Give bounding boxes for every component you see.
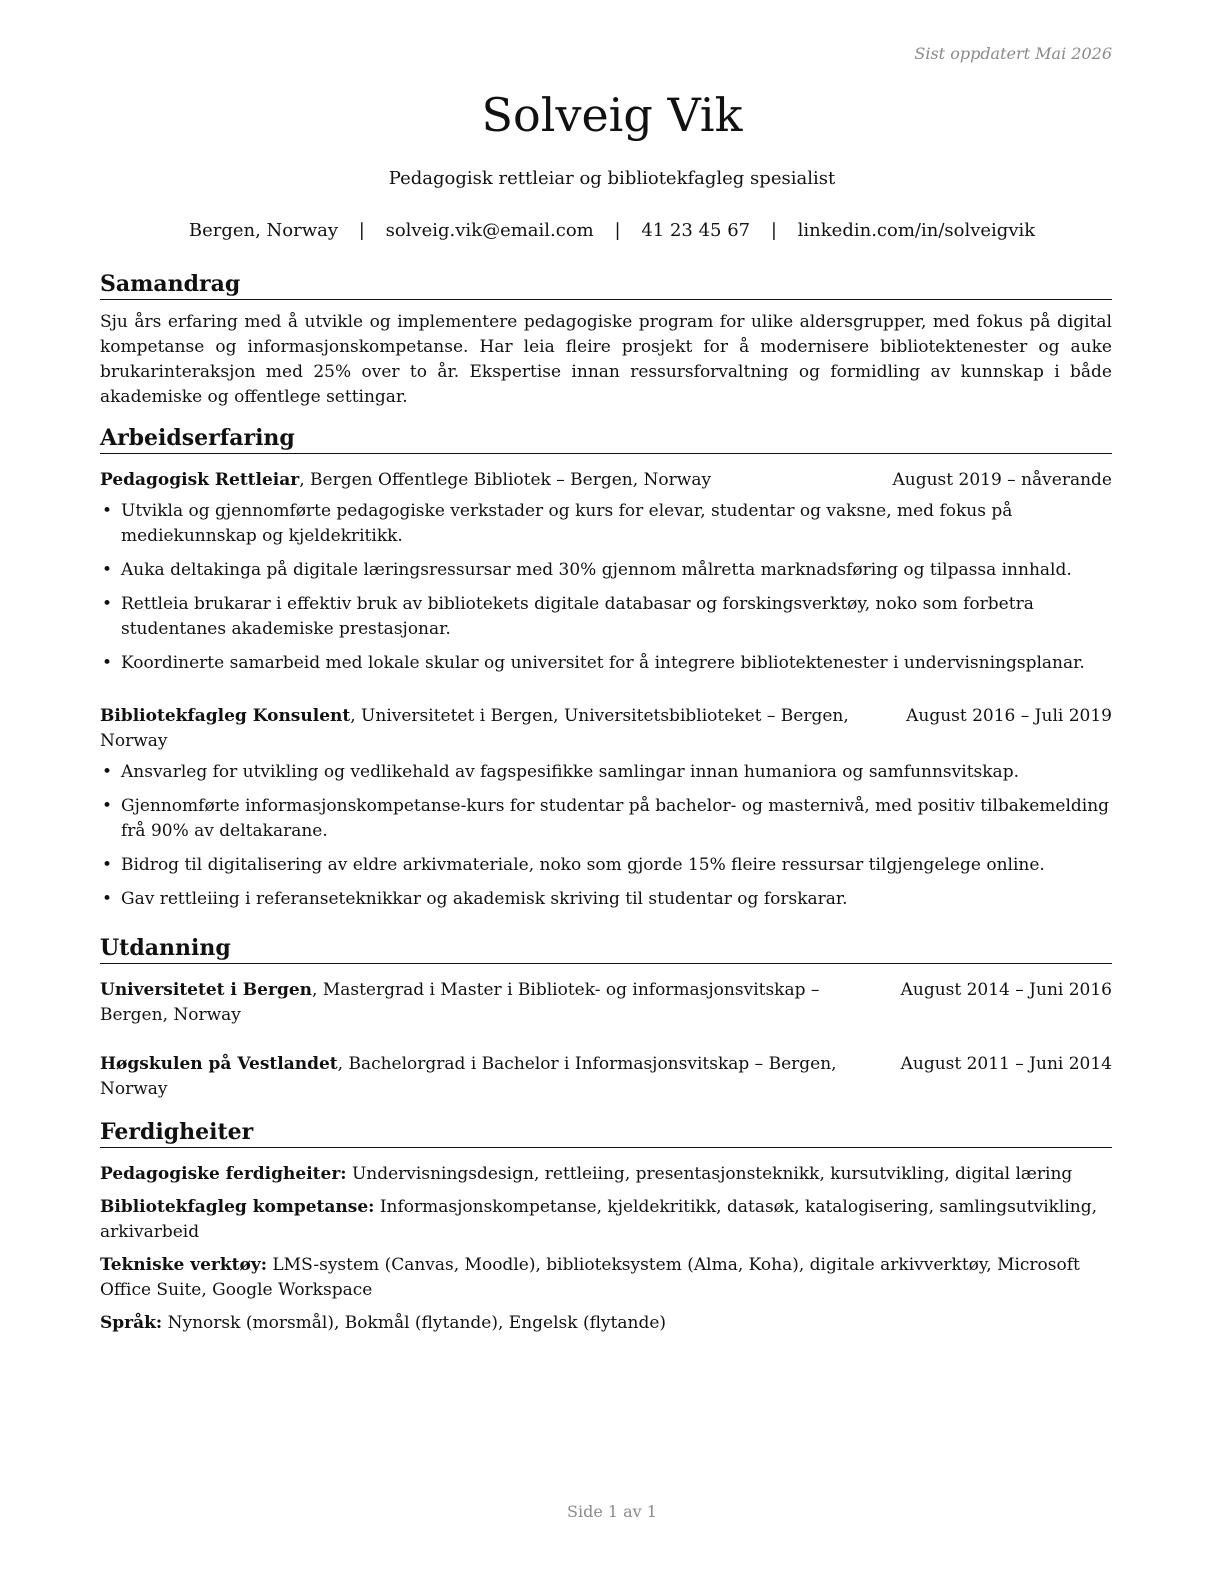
job-dates: August 2019 – nåverande (892, 470, 1112, 490)
education-line (100, 978, 901, 1028)
contact-phone: 41 23 45 67 (641, 220, 751, 241)
section-title-summary: Samandrag (100, 270, 1112, 300)
job-entry (100, 704, 1112, 912)
job-bullets (100, 760, 1112, 912)
contact-separator: | (770, 220, 777, 241)
job-role: Pedagogisk Rettleiar (100, 470, 300, 490)
page-number: Side 1 av 1 (567, 1502, 657, 1521)
candidate-name: Solveig Vik (481, 88, 743, 142)
education-line (100, 1052, 901, 1102)
section-title-education: Utdanning (100, 934, 1112, 964)
education-section (100, 934, 1112, 1102)
contact-linkedin[interactable]: linkedin.com/in/solveigvik (797, 220, 1036, 241)
education-entry (100, 978, 1112, 1028)
section-title-experience: Arbeidserfaring (100, 424, 1112, 454)
job-title-line (100, 468, 893, 493)
skill-item (100, 1195, 1112, 1245)
summary-text: Sju års erfaring med å utvikle og implementere pedagogiske program for ulike aldersgrupper, med fokus på digital kompetanse og informasjonskompetanse. Har leia fleire prosjekt for å modernisere bibliotektenester og auke brukarinteraksjon med 25% over to år. Ekspertise innan ressursforvaltning og formidling av kunnskap i både akademiske og offentlege settingar. (100, 312, 1112, 407)
job-bullet: • Gjennomførte informasjonskompetanse-kurs for studentar på bachelor- og masternivå, med positiv tilbakemelding frå 90% av deltakarane. (100, 794, 1112, 844)
skill-value: Nynorsk (morsmål), Bokmål (flytande), Engelsk (flytande) (162, 1313, 667, 1333)
skill-value: Informasjonskompetanse, kjeldekritikk, datasøk, katalogisering, samlingsutvikling, arkivarbeid (100, 1197, 1098, 1242)
contact-line (0, 220, 1224, 241)
skills-section (100, 1118, 1112, 1336)
skill-item (100, 1311, 1112, 1336)
job-dates: August 2016 – Juli 2019 (906, 706, 1112, 726)
job-bullet: • Koordinerte samarbeid med lokale skular og universitet for å integrere bibliotektenester i undervisningsplanar. (100, 651, 1112, 676)
skill-label: Tekniske verktøy: (100, 1255, 267, 1275)
skill-value: Undervisningsdesign, rettleiing, presentasjonsteknikk, kursutvikling, digital læring (346, 1164, 1073, 1184)
education-school: Universitetet i Bergen (100, 980, 313, 1000)
skill-label: Språk: (100, 1313, 163, 1333)
education-school: Høgskulen på Vestlandet (100, 1054, 338, 1074)
skill-value: LMS-system (Canvas, Moodle), biblioteksystem (Alma, Koha), digitale arkivverktøy, Microsoft Office Suite, Google Workspace (100, 1255, 1080, 1300)
last-updated: Sist oppdatert Mai 2026 (914, 44, 1112, 63)
job-bullet: • Rettleia brukarar i effektiv bruk av bibliotekets digitale databasar og forskingsverktøy, noko som forbetra studentanes akademiske prestasjonar. (100, 592, 1112, 642)
job-header (100, 704, 1112, 754)
job-title-line (100, 704, 906, 754)
education-detail: , Mastergrad i Master i Bibliotek- og informasjonsvitskap – Bergen, Norway (100, 980, 820, 1025)
education-entry (100, 1052, 1112, 1102)
job-bullet: • Utvikla og gjennomførte pedagogiske verkstader og kurs for elevar, studentar og vaksne, med fokus på mediekunnskap og kjeldekritikk. (100, 499, 1112, 549)
contact-separator: | (358, 220, 365, 241)
job-bullets (100, 499, 1112, 676)
job-entry (100, 468, 1112, 676)
job-employer: , Universitetet i Bergen, Universitetsbiblioteket – Bergen, Norway (100, 706, 849, 751)
section-title-skills: Ferdigheiter (100, 1118, 1112, 1148)
contact-email[interactable]: solveig.vik@email.com (385, 220, 594, 241)
skill-label: Bibliotekfagleg kompetanse: (100, 1197, 375, 1217)
job-header (100, 468, 1112, 493)
job-bullet: • Auka deltakinga på digitale læringsressursar med 30% gjennom målretta marknadsføring og tilpassa innhald. (100, 558, 1112, 583)
job-role: Bibliotekfagleg Konsulent (100, 706, 351, 726)
summary-section (100, 270, 1112, 410)
headline: Pedagogisk rettleiar og bibliotekfagleg spesialist (388, 168, 836, 189)
skill-label: Pedagogiske ferdigheiter: (100, 1164, 347, 1184)
job-bullet: • Bidrog til digitalisering av eldre arkivmateriale, noko som gjorde 15% fleire ressursar tilgjengelege online. (100, 853, 1112, 878)
education-detail: , Bachelorgrad i Bachelor i Informasjonsvitskap – Bergen, Norway (100, 1054, 837, 1099)
job-bullet: • Gav rettleiing i referanseteknikkar og akademisk skriving til studentar og forskarar. (100, 887, 1112, 912)
education-dates: August 2014 – Juni 2016 (900, 980, 1112, 1000)
contact-location: Bergen, Norway (188, 220, 339, 241)
skills-list (100, 1162, 1112, 1336)
skill-item (100, 1162, 1112, 1187)
contact-separator: | (614, 220, 621, 241)
skill-item (100, 1253, 1112, 1303)
job-bullet: • Ansvarleg for utvikling og vedlikehald av fagspesifikke samlingar innan humaniora og samfunnsvitskap. (100, 760, 1112, 785)
job-employer: , Bergen Offentlege Bibliotek – Bergen, Norway (299, 470, 712, 490)
experience-section (100, 424, 1112, 912)
resume-content (100, 270, 1112, 1344)
education-dates: August 2011 – Juni 2014 (900, 1054, 1112, 1074)
